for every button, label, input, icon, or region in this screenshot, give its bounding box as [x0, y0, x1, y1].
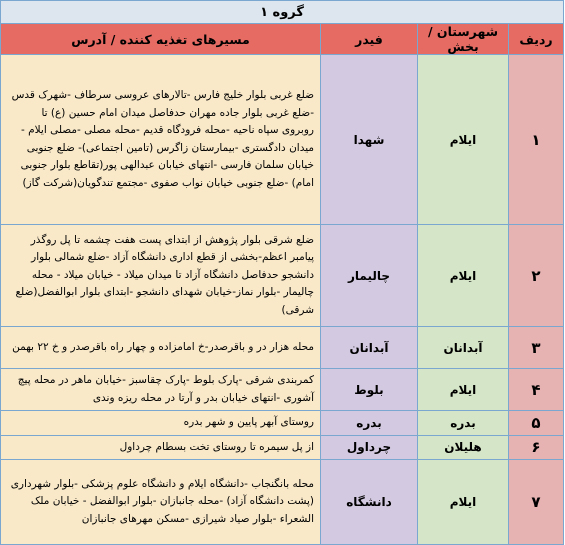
table-title: گروه ۱	[1, 1, 564, 24]
table-row	[1, 411, 564, 436]
row-feeder: چرداول	[321, 435, 418, 460]
row-city: بدره	[418, 411, 509, 436]
row-city: هلیلان	[418, 435, 509, 460]
header-feeder: فیدر	[321, 24, 418, 55]
row-feeder: دانشگاه	[321, 460, 418, 545]
row-feeder: شهدا	[321, 55, 418, 225]
row-feeder: چالیمار	[321, 225, 418, 327]
row-index: ۳	[509, 327, 564, 369]
row-index: ۶	[509, 435, 564, 460]
table-row	[1, 435, 564, 460]
row-feeder: بلوط	[321, 369, 418, 411]
table-header-row	[1, 24, 564, 55]
row-feeder: بدره	[321, 411, 418, 436]
row-city: ایلام	[418, 460, 509, 545]
row-city: آبدانان	[418, 327, 509, 369]
row-route: محله بانگنجاب -دانشگاه ایلام و دانشگاه علوم پزشکی -بلوار شهرداری (پشت دانشگاه آزاد) -محله جانبازان -بلوار ابوالفضل - خیابان ملک الشعراء -بلوار صیاد شیرازی -مسکن مهرهای جانبازان	[1, 460, 321, 545]
row-index: ۲	[509, 225, 564, 327]
row-index: ۵	[509, 411, 564, 436]
header-routes: مسیرهای تغذیه کننده / آدرس	[1, 24, 321, 55]
row-index: ۱	[509, 55, 564, 225]
table-row	[1, 369, 564, 411]
table-row	[1, 327, 564, 369]
table-row	[1, 225, 564, 327]
row-route: ضلع شرقی بلوار پژوهش از ابتدای پست هفت چشمه تا پل روگذر پیامبر اعظم-بخشی از قطع اداری دانشگاه آزاد -ضلع شمالی بلوار دانشجو حدفاصل دانشگاه آزاد تا میدان میلاد - خیابان میلاد - محله چالیمار -بلوار نماز-خیابان شهدای دانشجو -ابتدای بلوار ابوالفضل(ضلع شرقی)	[1, 225, 321, 327]
row-feeder: آبدانان	[321, 327, 418, 369]
row-route: کمربندی شرقی -پارک بلوط -پارک چقاسبز -خیابان ماهر در محله پیچ آشوری -انتهای خیابان بدر و آرتا در محله ریزه وندی	[1, 369, 321, 411]
row-city: ایلام	[418, 225, 509, 327]
row-index: ۴	[509, 369, 564, 411]
table-row	[1, 55, 564, 225]
row-city: ایلام	[418, 55, 509, 225]
table-row	[1, 460, 564, 545]
row-index: ۷	[509, 460, 564, 545]
row-route: محله هزار در و باقرصدر-خ امامزاده و چهار راه باقرصدر و خ ۲۲ بهمن	[1, 327, 321, 369]
row-route: روستای آبهر پایین و شهر بدره	[1, 411, 321, 436]
header-index: ردیف	[509, 24, 564, 55]
row-route: از پل سیمره تا روستای تخت بسطام چرداول	[1, 435, 321, 460]
row-city: ایلام	[418, 369, 509, 411]
row-route: ضلع غربی بلوار خلیج فارس -تالارهای عروسی سرطاف -شهرک قدس -ضلع غربی بلوار جاده مهران حدفاصل میدان امام حسین (ع) تا روبروی سپاه ناحیه -محله فرودگاه قدیم -محله مصلی -مصلی ایلام - میدان دادگستری -بیمارستان زاگرس (تامین اجتماعی)- ضلع جنوبی خیابان سلمان فارسی -انتهای خیابان عبدالهی پور(تقاطع بلوار جنوبی امام) -ضلع جنوبی خیابان نواب صفوی -مجتمع تندگویان(شرکت گاز)	[1, 55, 321, 225]
header-city: شهرستان / بخش	[418, 24, 509, 55]
table-title-row	[1, 1, 564, 24]
